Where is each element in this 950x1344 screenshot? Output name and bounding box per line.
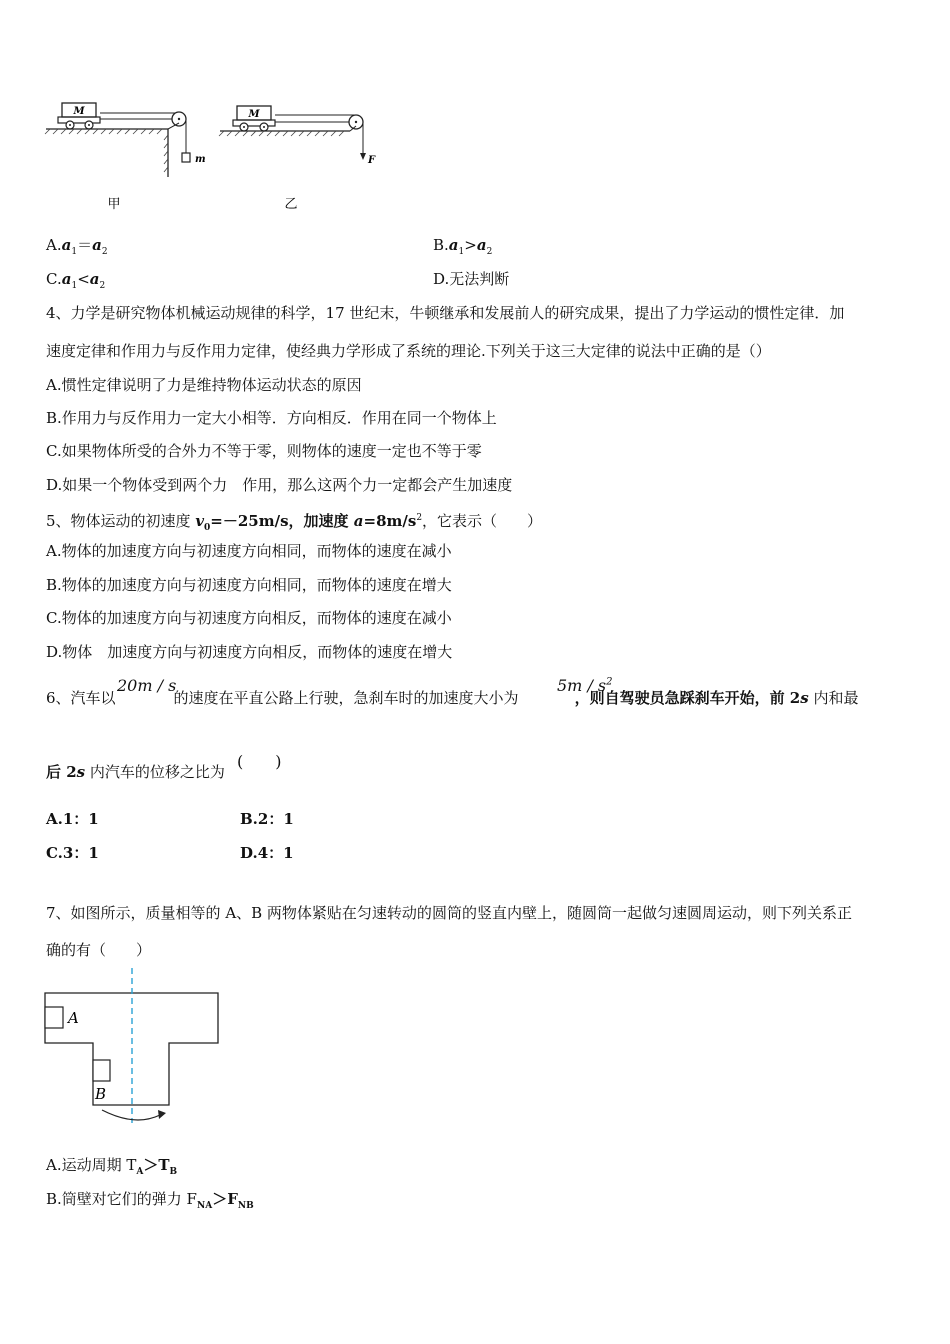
q3-b-op: >	[464, 236, 477, 254]
q6-option-a[interactable]: A.1：1	[46, 810, 99, 828]
q7-stem-line1: 7、如图所示，质量相等的 A、B 两物体紧贴在匀速转动的圆筒的竖直内壁上，随圆筒一起做匀速圆周运动，则下列关系正	[46, 904, 852, 922]
q5-a: a	[353, 512, 364, 530]
q6-line2-a: 后 2	[46, 763, 77, 781]
q4-option-d[interactable]: D.如果一个物体受到两个力 作用，那么这两个力一定都会产生加速度	[46, 476, 513, 494]
q5-stem-sup: 2	[416, 513, 423, 523]
q3-a1-sub: 1	[71, 247, 78, 257]
q3-c-a2-sub: 2	[99, 281, 106, 291]
q5-option-c[interactable]: C.物体的加速度方向与初速度方向相反，而物体的速度在减小	[46, 609, 452, 627]
q7-option-b-op: ＞F	[212, 1190, 238, 1208]
q7-option-b[interactable]	[46, 1189, 254, 1216]
q6-option-d[interactable]: D.4：1	[240, 844, 294, 862]
q5-option-b[interactable]: B.物体的加速度方向与初速度方向相同，而物体的速度在增大	[46, 576, 452, 594]
caption-yi: 乙	[284, 197, 298, 212]
q3-b-a2: a	[476, 236, 487, 254]
q7-option-a-text: A.运动周期 T	[46, 1156, 137, 1174]
q3-option-a[interactable]	[46, 235, 108, 262]
q3-b-a1: a	[448, 236, 459, 254]
q6-option-b[interactable]: B.2：1	[240, 810, 294, 828]
q7-option-a-sub1: A	[136, 1167, 144, 1177]
q6-accel-formula	[557, 676, 613, 695]
q3-a1: a	[61, 236, 72, 254]
label-M-jia: M	[73, 106, 85, 117]
q4-option-b[interactable]: B.作用力与反作用力一定大小相等．方向相反．作用在同一个物体上	[46, 409, 497, 427]
label-F: F	[368, 155, 376, 166]
label-B: B	[95, 1085, 107, 1103]
q5-v-sub: 0	[204, 523, 211, 533]
q7-option-b-sub1: NA	[196, 1201, 213, 1211]
q5-stem	[46, 508, 542, 538]
q7-option-b-sub2: NB	[237, 1201, 254, 1211]
q6-accel: 5m / s	[557, 676, 607, 695]
cart-pulley-figure	[40, 95, 390, 220]
q3-option-b-prefix: B.	[433, 236, 449, 254]
q6-accel-sup: 2	[606, 676, 613, 688]
label-A: A	[68, 1009, 79, 1027]
q7-stem-line2: 确的有（ ）	[46, 941, 152, 959]
q6-answer-paren: ( )	[237, 752, 282, 771]
q3-option-b[interactable]	[433, 235, 492, 262]
q5-v: v	[195, 512, 205, 530]
q3-option-d[interactable]: D.无法判断	[433, 270, 510, 288]
q7-option-a-op: ＞T	[143, 1156, 170, 1174]
q6-part3: ，则自驾驶员急踩刹车开始，前 2	[574, 689, 801, 707]
q6-part1: 6、汽车以	[46, 689, 116, 707]
q3-c-a2: a	[89, 270, 100, 288]
q4-option-c[interactable]: C.如果物体所受的合外力不等于零，则物体的速度一定也不等于零	[46, 442, 482, 460]
q3-c-a1: a	[61, 270, 72, 288]
q6-part3-end: 内和最	[808, 689, 859, 707]
label-m: m	[195, 154, 206, 165]
caption-jia: 甲	[107, 197, 121, 212]
q4-stem-line1: 4、力学是研究物体机械运动规律的科学，17 世纪末，牛顿继承和发展前人的研究成果，提出了力学运动的惯性定律．加	[46, 304, 845, 322]
q7-option-b-text: B.筒壁对它们的弹力 F	[46, 1190, 197, 1208]
q3-a2-sub: 2	[101, 247, 108, 257]
q3-c-a1-sub: 1	[71, 281, 78, 291]
label-M-yi: M	[248, 109, 260, 120]
q3-a2: a	[92, 236, 102, 254]
q6-line2-s: s	[76, 763, 86, 781]
q3-option-c[interactable]	[46, 269, 105, 296]
q6-line2-b: 内汽车的位移之比为	[85, 763, 225, 781]
q3-option-c-prefix: C.	[46, 270, 62, 288]
q5-stem-a: 5、物体运动的初速度	[46, 512, 196, 530]
q7-option-a[interactable]	[46, 1155, 177, 1182]
q6-option-c[interactable]: C.3：1	[46, 844, 99, 862]
q7-option-a-sub2: B	[169, 1167, 178, 1177]
q4-stem-line2: 速度定律和作用力与反作用力定律，使经典力学形成了系统的理论.下列关于这三大定律的说法中正确的是（）	[46, 342, 771, 360]
q6-part3-s: s	[800, 689, 809, 707]
q3-option-a-prefix: A.	[46, 236, 62, 254]
q5-stem-b: =－25m/s，加速度	[210, 512, 354, 530]
q5-option-a[interactable]: A.物体的加速度方向与初速度方向相同，而物体的速度在减小	[46, 542, 452, 560]
q4-option-a[interactable]: A.惯性定律说明了力是维持物体运动状态的原因	[46, 376, 362, 394]
q3-b-a2-sub: 2	[486, 247, 493, 257]
q6-speed-formula: 20m / s	[117, 676, 177, 695]
q6-part2: 的速度在平直公路上行驶，急刹车时的加速度大小为	[173, 689, 519, 707]
q5-stem-d: ，它表示（ ）	[422, 512, 543, 530]
q5-option-d[interactable]: D.物体 加速度方向与初速度方向相反，而物体的速度在增大	[46, 643, 453, 661]
diagram-jia	[45, 103, 206, 212]
q5-stem-c: =8m/s	[363, 512, 417, 530]
q3-eq: ＝	[77, 236, 93, 254]
rotating-cylinder-figure	[40, 965, 230, 1135]
q3-c-op: <	[77, 270, 90, 288]
q6-stem-line2	[46, 762, 225, 782]
diagram-yi	[219, 106, 376, 212]
q3-b-a1-sub: 1	[458, 247, 465, 257]
